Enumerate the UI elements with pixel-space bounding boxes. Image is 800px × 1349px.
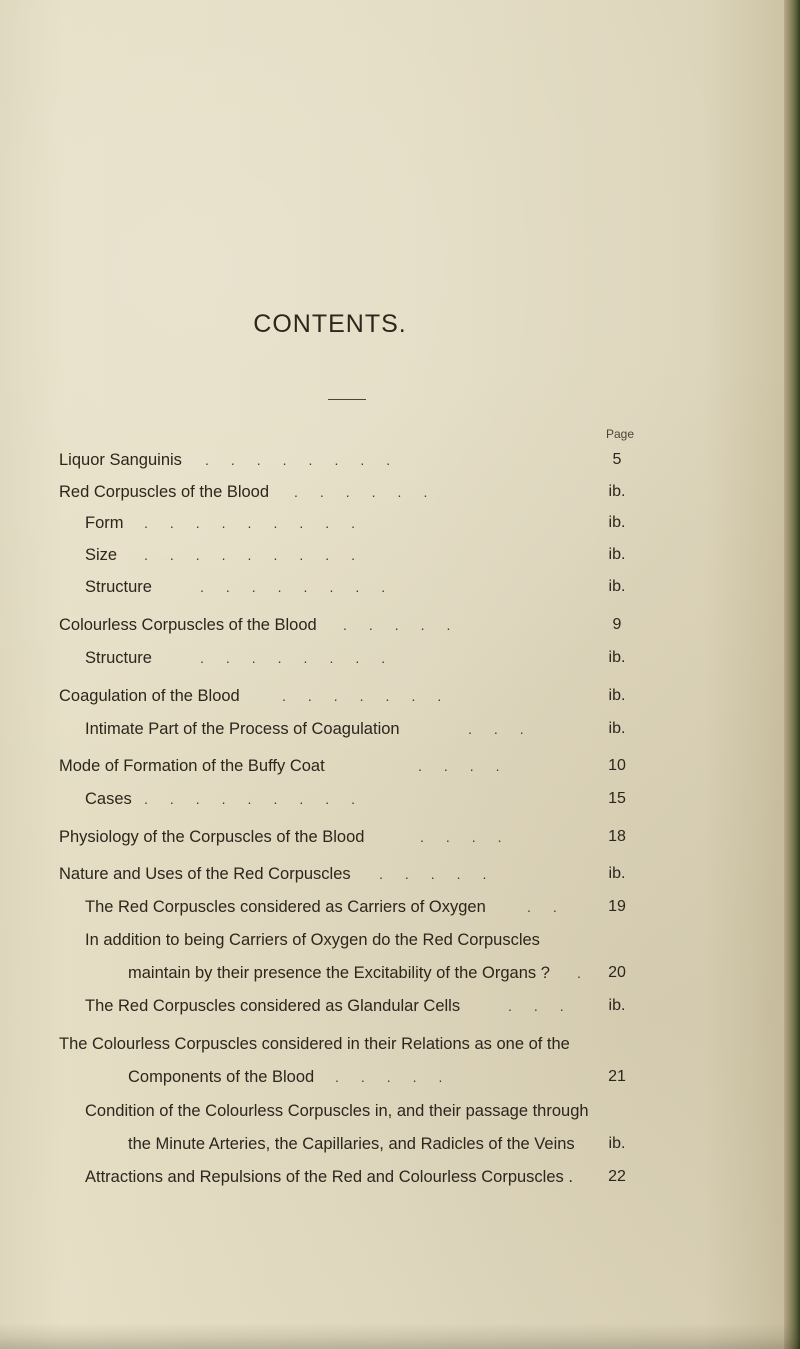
toc-entry <box>0 1034 800 1084</box>
toc-entry <box>0 615 800 643</box>
toc-entry <box>0 513 800 541</box>
dot-leader: ......... <box>144 515 378 531</box>
toc-entry <box>0 719 800 747</box>
toc-entry-title: Structure <box>85 649 152 667</box>
toc-entry-title: Intimate Part of the Process of Coagulation <box>85 720 400 738</box>
dot-leader: ..... <box>379 866 509 882</box>
toc-entry-title: Coagulation of the Blood <box>59 687 240 705</box>
toc-entry-page: ib. <box>608 649 626 666</box>
toc-entry-page: 20 <box>608 964 626 981</box>
toc-entry <box>0 686 800 714</box>
toc-entry-title: Attractions and Repulsions of the Red and Colourless Corpuscles . <box>85 1168 573 1186</box>
toc-entry <box>0 864 800 892</box>
toc-entry-title-line-2: the Minute Arteries, the Capillaries, and Radicles of the Veins <box>128 1135 575 1153</box>
dot-leader: ........ <box>205 452 413 468</box>
toc-entry-page: 18 <box>608 828 626 845</box>
toc-entry-title: Cases <box>85 790 132 808</box>
toc-entry-title: Red Corpuscles of the Blood <box>59 483 270 501</box>
toc-entry-title: The Red Corpuscles considered as Carriers of Oxygen <box>85 898 486 916</box>
toc-entry <box>0 930 800 980</box>
dot-leader: ...... <box>294 484 450 500</box>
toc-entry-page: ib. <box>608 514 626 531</box>
toc-entry-title-line-1: The Colourless Corpuscles considered in their Relations as one of the <box>59 1035 570 1053</box>
toc-entry-page: 9 <box>612 616 622 633</box>
toc-entry <box>0 648 800 676</box>
toc-entry-page: 10 <box>608 757 626 774</box>
toc-entry-page: ib. <box>608 546 626 563</box>
dot-leader: ......... <box>144 791 378 807</box>
dot-leader: ... <box>468 721 546 737</box>
toc-entry-title: Structure <box>85 578 152 596</box>
toc-entry <box>0 545 800 573</box>
dot-leader: .... <box>420 829 524 845</box>
toc-entry <box>0 897 800 925</box>
toc-entry-title: Nature and Uses of the Red Corpuscles <box>59 865 351 883</box>
toc-entry-page: 15 <box>608 790 626 807</box>
toc-entry-title-line-2: Components of the Blood <box>128 1068 315 1086</box>
toc-entry <box>0 1167 800 1195</box>
toc-entry-title: Mode of Formation of the Buffy Coat <box>59 757 325 775</box>
dot-leader: ........ <box>200 650 408 666</box>
toc-entry-title: Physiology of the Corpuscles of the Blood <box>59 828 365 846</box>
toc-entry-page: ib. <box>608 865 626 882</box>
toc-entry <box>0 577 800 605</box>
toc-entry <box>0 789 800 817</box>
toc-entry-page: 22 <box>608 1168 626 1185</box>
toc-entry-page: 5 <box>612 451 622 468</box>
dot-leader: .... <box>418 758 522 774</box>
toc-entry-title: Form <box>85 514 124 532</box>
toc-entry-page: ib. <box>608 578 626 595</box>
toc-entry-title: Size <box>85 546 118 564</box>
toc-entry-page: ib. <box>608 1135 626 1152</box>
dot-leader: .. <box>527 899 579 915</box>
dot-leader: ......... <box>144 547 378 563</box>
dot-leader: . <box>577 965 603 981</box>
toc-entry-page: 21 <box>608 1068 626 1085</box>
toc-entry-title: Liquor Sanguinis <box>59 451 182 469</box>
toc-entry-title-line-2: maintain by their presence the Excitability of the Organs ? <box>128 964 550 982</box>
toc-entry-title: Colourless Corpuscles of the Blood <box>59 616 317 634</box>
toc-entry <box>0 482 800 510</box>
toc-entry-page: ib. <box>608 720 626 737</box>
toc-entry <box>0 996 800 1024</box>
dot-leader: ... <box>508 998 586 1014</box>
toc-entry <box>0 1101 800 1151</box>
toc-entry-title: The Red Corpuscles considered as Glandular Cells <box>85 997 461 1015</box>
dot-leader: ........ <box>200 579 408 595</box>
contents-title: CONTENTS. <box>253 310 407 338</box>
dot-leader: ....... <box>282 688 464 704</box>
toc-entry-page: ib. <box>608 687 626 704</box>
toc-entry <box>0 450 800 478</box>
dot-leader: ..... <box>343 617 473 633</box>
toc-entry-page: ib. <box>608 997 626 1014</box>
dot-leader: ..... <box>335 1069 465 1085</box>
toc-entry-title-line-1: In addition to being Carriers of Oxygen do the Red Corpuscles <box>85 931 540 949</box>
toc-entry <box>0 756 800 784</box>
toc-entry <box>0 827 800 855</box>
toc-entry-page: ib. <box>608 483 626 500</box>
toc-entry-page: 19 <box>608 898 626 915</box>
page-column-header: Page <box>606 427 635 441</box>
toc-entry-title-line-1: Condition of the Colourless Corpuscles in, and their passage through <box>85 1102 589 1120</box>
